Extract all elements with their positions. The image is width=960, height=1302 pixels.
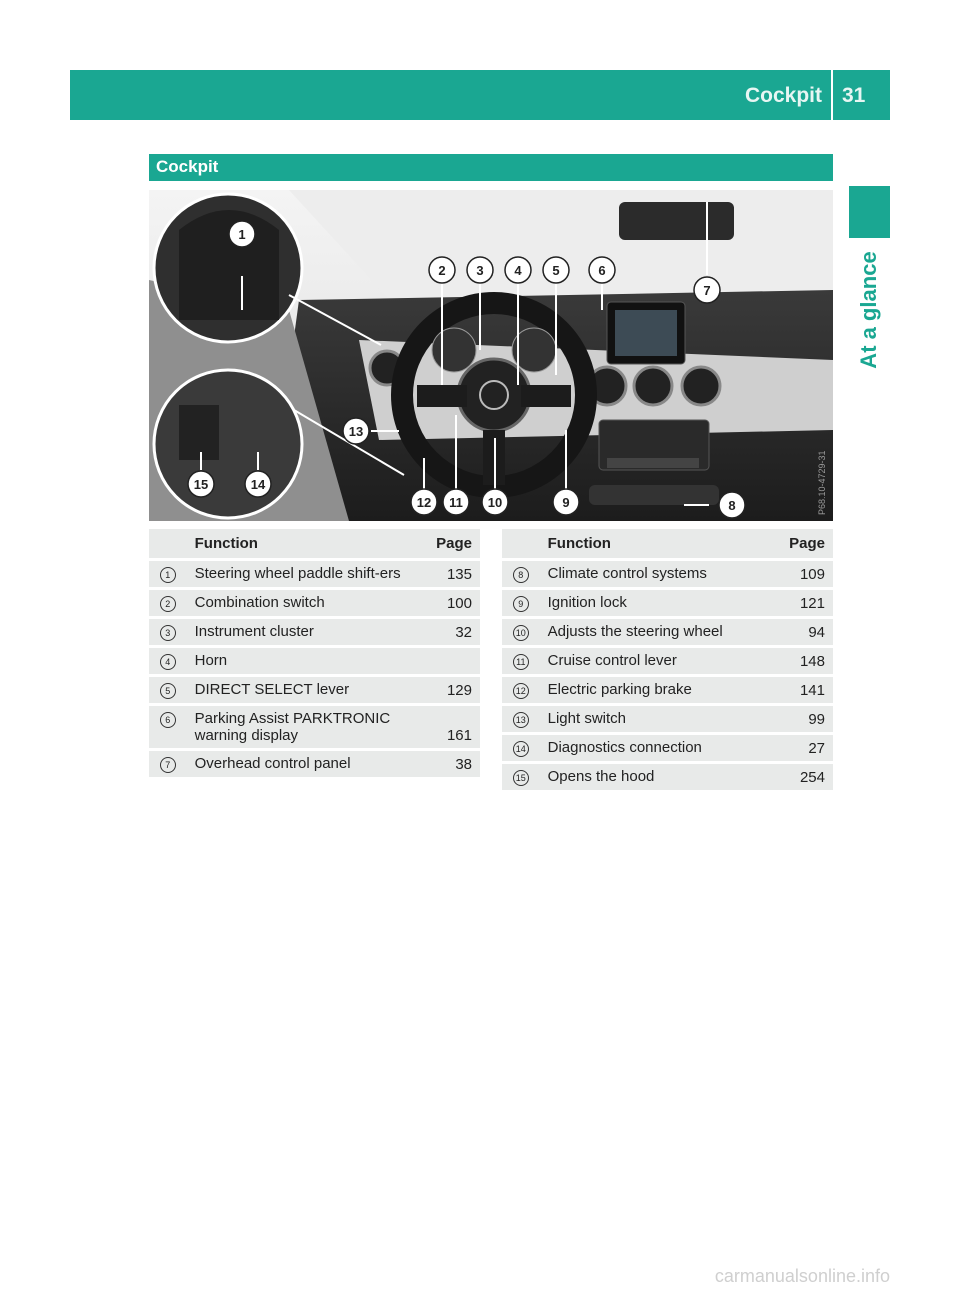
callout-number: 14: [250, 477, 266, 492]
header-divider: [831, 70, 833, 120]
row-function: Light switch: [540, 705, 775, 732]
callout-number: 5: [552, 263, 560, 278]
table-row: [502, 705, 833, 732]
callout-number: 13: [348, 424, 364, 439]
row-page: 32: [421, 618, 480, 645]
table-row: [149, 676, 480, 703]
row-page: 94: [774, 618, 833, 645]
circled-number-icon: 2: [160, 596, 176, 612]
row-number: [502, 676, 540, 703]
circled-number-icon: 3: [160, 625, 176, 641]
circled-number-icon: 4: [160, 654, 176, 670]
table-row: [149, 618, 480, 645]
table-row: [502, 734, 833, 761]
row-function: Horn: [187, 647, 422, 674]
photo-code: P68.10-4729-31: [817, 450, 827, 515]
circled-number-icon: 1: [160, 567, 176, 583]
table-row: [502, 676, 833, 703]
section-title: Cockpit: [156, 157, 219, 176]
row-number: [502, 618, 540, 645]
row-page: 135: [421, 560, 480, 587]
row-number: [502, 705, 540, 732]
table-row: [502, 589, 833, 616]
row-function: Ignition lock: [540, 589, 775, 616]
callout-number: 1: [238, 227, 246, 242]
table-header-num: [502, 529, 540, 558]
callout-number: 4: [514, 263, 522, 278]
row-page: 99: [774, 705, 833, 732]
circled-number-icon: 10: [513, 625, 529, 641]
circled-number-icon: 13: [513, 712, 529, 728]
cockpit-illustration: [149, 190, 833, 521]
table-header-row: [502, 529, 833, 558]
row-function: Electric parking brake: [540, 676, 775, 703]
circled-number-icon: 5: [160, 683, 176, 699]
callout-number: 2: [438, 263, 446, 278]
row-page: 109: [774, 560, 833, 587]
table-row: [502, 618, 833, 645]
callout-number: 12: [416, 495, 432, 510]
circled-number-icon: 14: [513, 741, 529, 757]
row-page: 100: [421, 589, 480, 616]
table-row: [149, 589, 480, 616]
row-number: [149, 705, 187, 748]
page-header-title: Cockpit: [744, 84, 822, 107]
row-number: [149, 560, 187, 587]
callout-number: 3: [476, 263, 484, 278]
row-function: Opens the hood: [540, 763, 775, 790]
callout-number: 6: [598, 263, 606, 278]
table-header-function: Function: [540, 529, 775, 558]
row-number: [502, 560, 540, 587]
table-header-page: Page: [774, 529, 833, 558]
row-number: [149, 589, 187, 616]
callout-number: 10: [487, 495, 503, 510]
callout-number: 11: [449, 495, 463, 510]
row-number: [502, 589, 540, 616]
row-page: 254: [774, 763, 833, 790]
row-number: [502, 734, 540, 761]
row-function: Diagnostics connection: [540, 734, 775, 761]
table-row: [149, 705, 480, 748]
row-function: Combination switch: [187, 589, 422, 616]
row-function: Steering wheel paddle shift-ers: [187, 560, 422, 587]
circled-number-icon: 8: [513, 567, 529, 583]
circled-number-icon: 7: [160, 757, 176, 773]
row-function: Parking Assist PARKTRONIC warning display: [187, 705, 422, 748]
table-row: [502, 647, 833, 674]
circled-number-icon: 6: [160, 712, 176, 728]
table-row: [502, 560, 833, 587]
table-row: [149, 750, 480, 777]
left-function-table: [149, 527, 480, 779]
callout-number: 7: [703, 283, 711, 298]
page-number: 31: [842, 84, 866, 107]
row-function: Climate control systems: [540, 560, 775, 587]
row-page: 141: [774, 676, 833, 703]
table-row: [502, 763, 833, 790]
circled-number-icon: 15: [513, 770, 529, 786]
table-row: [149, 647, 480, 674]
circled-number-icon: 11: [513, 654, 529, 670]
footer-watermark: carmanualsonline.info: [714, 1266, 890, 1286]
row-number: [502, 647, 540, 674]
side-tab: [849, 186, 890, 238]
row-number: [149, 750, 187, 777]
row-function: Adjusts the steering wheel: [540, 618, 775, 645]
row-function: Overhead control panel: [187, 750, 422, 777]
right-function-table: [502, 527, 833, 792]
row-page: 129: [421, 676, 480, 703]
callout-number: 8: [728, 498, 736, 513]
circled-number-icon: 12: [513, 683, 529, 699]
table-row: [149, 560, 480, 587]
row-page: 161: [421, 705, 480, 748]
circled-number-icon: 9: [513, 596, 529, 612]
row-function: Cruise control lever: [540, 647, 775, 674]
callout-number: 9: [562, 495, 570, 510]
row-page: 121: [774, 589, 833, 616]
table-header-page: Page: [421, 529, 480, 558]
side-tab-label: At a glance: [856, 251, 881, 369]
row-function: DIRECT SELECT lever: [187, 676, 422, 703]
row-page: 38: [421, 750, 480, 777]
table-header-num: [149, 529, 187, 558]
row-number: [149, 618, 187, 645]
row-page: 27: [774, 734, 833, 761]
row-page: [421, 647, 480, 674]
row-number: [502, 763, 540, 790]
section-bar: [149, 154, 833, 181]
table-header-function: Function: [187, 529, 422, 558]
row-page: 148: [774, 647, 833, 674]
row-number: [149, 647, 187, 674]
table-header-row: [149, 529, 480, 558]
row-number: [149, 676, 187, 703]
callout-number: 15: [193, 477, 209, 492]
row-function: Instrument cluster: [187, 618, 422, 645]
cockpit-photo: [149, 190, 833, 521]
